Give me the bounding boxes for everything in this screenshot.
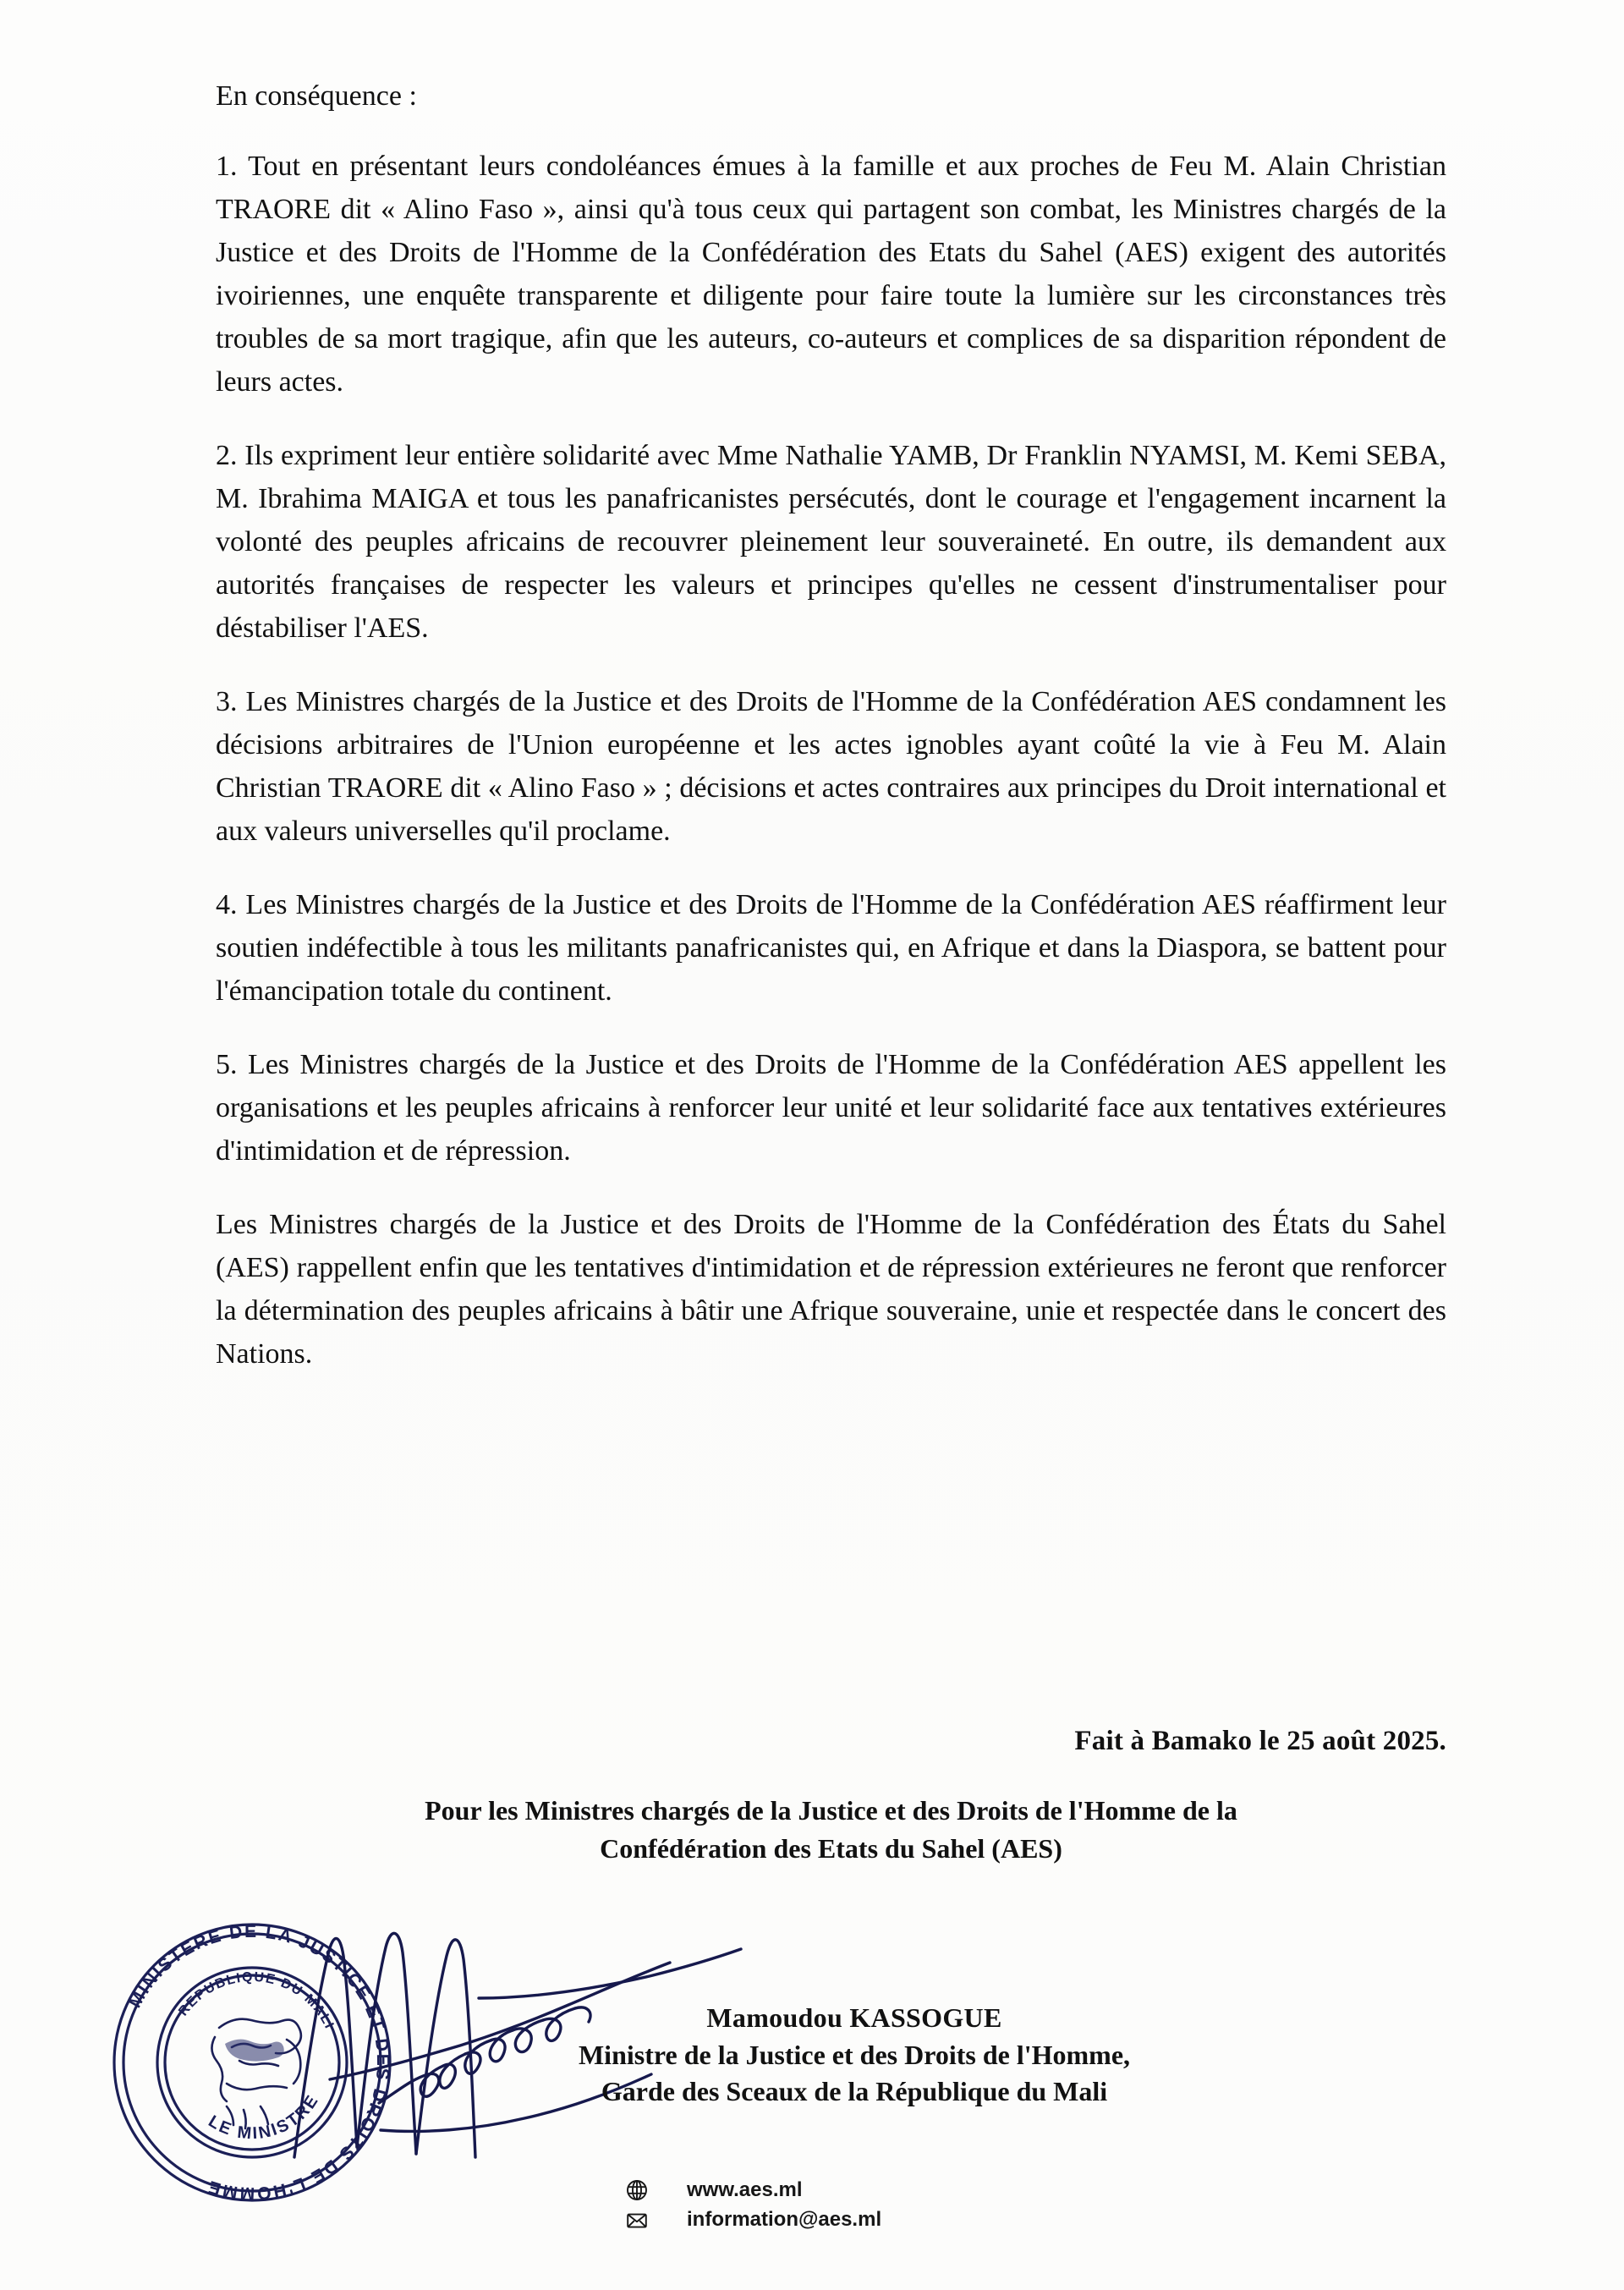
on-behalf-line-2: Confédération des Etats du Sahel (AES) (600, 1833, 1062, 1864)
globe-icon (626, 2179, 648, 2201)
signer-role-line-1: Ministre de la Justice et des Droits de l'Homme, (578, 2039, 1131, 2070)
on-behalf-block (216, 1792, 1446, 1869)
paragraph-2: 2. Ils expriment leur entière solidarité avec Mme Nathalie YAMB, Dr Franklin NYAMSI, M. Kemi SEBA, M. Ibrahima MAIGA et tous les panafricanistes persécutés, dont le courage et l'engagement incarnent la volonté des peuples africains de recouvrer pleinement leur souveraineté. En outre, ils demandent aux autorités françaises de respecter les valeurs et principes qu'elles ne cessent d'instrumentaliser pour déstabiliser l'AES. (216, 439, 1446, 644)
lead-paragraph: En conséquence : (216, 80, 417, 112)
footer-website-text[interactable]: www.aes.ml (687, 2178, 803, 2201)
signer-name: Mamoudou KASSOGUE (706, 2002, 1002, 2033)
on-behalf-line-1: Pour les Ministres chargés de la Justice et des Droits de l'Homme de la (425, 1795, 1237, 1826)
paragraph-1: 1. Tout en présentant leurs condoléances émues à la famille et aux proches de Feu M. Alain Christian TRAORE dit « Alino Faso », ainsi qu'à tous ceux qui partagent son combat, les Ministres chargés de la Justice et des Droits de l'Homme de la Confédération des Etats du Sahel (AES) exigent des autorités ivoiriennes, une enquête transparente et diligente pour faire toute la lumière sur les circonstances très troubles de sa mort tragique, afin que les auteurs, co-auteurs et complices de sa disparition répondent de leurs actes. (216, 150, 1446, 398)
document-body (216, 78, 1446, 1376)
envelope-icon (626, 2210, 648, 2232)
signer-block (440, 2000, 1269, 2111)
signer-role-line-2: Garde des Sceaux de la République du Mali (601, 2076, 1108, 2107)
svg-text:MINISTERE DE LA JUSTICE ET DES: MINISTERE DE LA JUSTICE ET DES DROITS DE L'HOMME (125, 1921, 393, 2204)
paragraph-3: 3. Les Ministres chargés de la Justice et des Droits de l'Homme de la Confédération AES condamnent les décisions arbitraires de l'Union européenne et les actes ignobles ayant coûté la vie à Feu M. Alain Christian TRAORE dit « Alino Faso » ; décisions et actes contraires aux principes du Droit international et aux valeurs universelles qu'il proclame. (216, 685, 1446, 847)
footer-email-row (626, 2209, 1066, 2231)
footer-email-text[interactable]: information@aes.ml (687, 2208, 882, 2232)
dateline: Fait à Bamako le 25 août 2025. (1074, 1726, 1446, 1756)
paragraph-5: 5. Les Ministres chargés de la Justice et des Droits de l'Homme de la Confédération AES appellent les organisations et les peuples africains à renforcer leur unité et leur solidarité face aux tentatives extérieures d'intimidation et de répression. (216, 1048, 1446, 1167)
paragraph-4: 4. Les Ministres chargés de la Justice et des Droits de l'Homme de la Confédération AES réaffirment leur soutien indéfectible à tous les militants panafricanistes qui, en Afrique et dans la Diaspora, se battent pour l'émancipation totale du continent. (216, 888, 1446, 1007)
official-seal-stamp (100, 1910, 404, 2215)
footer-contacts (626, 2179, 1066, 2239)
footer-website-row (626, 2179, 1066, 2201)
closing-paragraph: Les Ministres chargés de la Justice et des Droits de l'Homme de la Confédération des États du Sahel (AES) rappellent enfin que les tentatives d'intimidation et de répression extérieures ne feront que renforcer la détermination des peuples africains à bâtir une Afrique souveraine, unie et respectée dans le concert des Nations. (216, 1208, 1446, 1370)
svg-text:REPUBLIQUE DU MALI: REPUBLIQUE DU MALI (176, 1969, 337, 2032)
svg-text:LE MINISTRE: LE MINISTRE (205, 2090, 323, 2144)
